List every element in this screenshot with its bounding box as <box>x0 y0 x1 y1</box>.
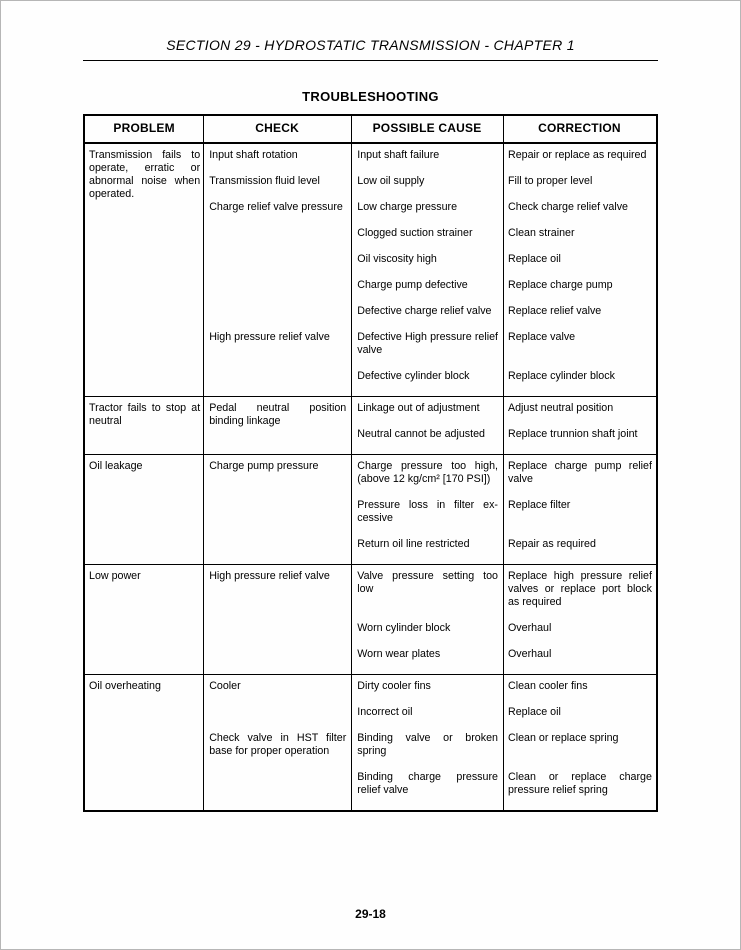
cause-text: Linkage out of adjustment <box>357 402 480 414</box>
row-detail <box>203 144 656 396</box>
check-group <box>203 680 656 732</box>
column-divider <box>351 144 352 396</box>
check-cell <box>203 201 351 331</box>
column-header-cause: POSSIBLE CAUSE <box>372 121 482 135</box>
cause-cell <box>351 402 503 428</box>
troubleshooting-table <box>83 114 658 812</box>
cause-text: Binding valve or broken spring <box>357 732 498 757</box>
correction-cell <box>503 732 656 771</box>
cause-cell <box>351 648 503 674</box>
column-divider <box>503 397 504 454</box>
column-divider <box>503 144 504 396</box>
check-text: High pressure relief valve <box>209 570 330 582</box>
cause-text: Return oil line restricted <box>357 538 470 550</box>
correction-cell <box>503 402 656 428</box>
correction-text: Replace relief valve <box>507 305 602 317</box>
row-detail <box>203 565 656 674</box>
header-rule <box>83 60 658 61</box>
cause-cell <box>351 570 503 622</box>
correction-text: Replace charge pump relief valve <box>507 460 652 485</box>
correction-cell <box>503 305 656 331</box>
correction-text: Repair or replace as required <box>507 149 647 161</box>
cause-cell <box>351 370 503 396</box>
table-row <box>85 144 656 397</box>
check-cell <box>203 732 351 810</box>
correction-text: Replace oil <box>507 706 561 718</box>
page-number: 29-18 <box>355 907 386 921</box>
correction-cell <box>503 622 656 648</box>
correction-cell <box>503 149 656 175</box>
column-divider <box>351 455 352 564</box>
cause-cell <box>351 175 503 201</box>
cause-cell <box>351 499 503 538</box>
correction-text: Replace oil <box>507 253 561 265</box>
correction-text: Clean or replace spring <box>507 732 619 744</box>
correction-cell <box>503 570 656 622</box>
correction-text: Replace filter <box>507 499 571 511</box>
table-header-row <box>85 116 656 144</box>
correction-cell <box>503 680 656 706</box>
cause-text: Worn wear plates <box>357 648 441 660</box>
check-text: Pedal neutral position binding linkage <box>209 402 347 427</box>
table-body <box>85 144 656 810</box>
cause-cell <box>351 279 503 305</box>
check-cell <box>203 680 351 732</box>
problem-cell <box>85 455 203 564</box>
cause-text: Valve pressure setting too low <box>357 570 498 595</box>
check-cell <box>203 331 351 396</box>
cause-cell <box>351 706 503 732</box>
correction-cell <box>503 201 656 227</box>
cause-text: Incorrect oil <box>357 706 413 718</box>
check-text: Input shaft rotation <box>209 149 298 161</box>
column-header-check: CHECK <box>255 121 299 135</box>
cause-cell <box>351 253 503 279</box>
correction-cell <box>503 428 656 454</box>
cause-text: Binding charge pressure relief valve <box>357 771 498 796</box>
correction-text: Fill to proper level <box>507 175 593 187</box>
column-divider <box>351 116 352 142</box>
correction-cell <box>503 279 656 305</box>
correction-text: Check charge relief valve <box>507 201 628 213</box>
check-group <box>203 570 656 674</box>
correction-text: Replace valve <box>507 331 576 343</box>
correction-cell <box>503 538 656 564</box>
check-cell <box>203 175 351 201</box>
column-divider <box>503 565 504 674</box>
problem-text: Low power <box>89 570 141 582</box>
check-cell <box>203 460 351 564</box>
correction-text: Clean cooler fins <box>507 680 588 692</box>
table-row <box>85 397 656 455</box>
cause-cell <box>351 622 503 648</box>
check-cell <box>203 402 351 454</box>
correction-cell <box>503 370 656 396</box>
correction-text: Adjust neutral position <box>507 402 614 414</box>
check-text: Cooler <box>209 680 241 692</box>
correction-text: Overhaul <box>507 622 552 634</box>
cause-text: Charge pressure too high, (above 12 kg/cm² [170 PSI]) <box>357 460 498 485</box>
check-group <box>203 460 656 564</box>
problem-cell <box>85 397 203 454</box>
cause-cell <box>351 227 503 253</box>
problem-cell <box>85 144 203 396</box>
problem-text: Tractor fails to stop at neutral <box>89 402 201 427</box>
correction-cell <box>503 227 656 253</box>
cause-text: Input shaft failure <box>357 149 440 161</box>
correction-text: Overhaul <box>507 648 552 660</box>
column-divider <box>351 397 352 454</box>
section-header: SECTION 29 - HYDROSTATIC TRANSMISSION - CHAPTER 1 <box>166 37 575 53</box>
cause-text: Clogged suction strainer <box>357 227 473 239</box>
table-row <box>85 565 656 675</box>
cause-text: Charge pump defective <box>357 279 468 291</box>
check-text: Charge pump pressure <box>209 460 319 472</box>
check-cell <box>203 570 351 674</box>
correction-cell <box>503 175 656 201</box>
cause-text: Defective High pressure relief valve <box>357 331 498 356</box>
correction-text: Clean or replace charge pressure relief spring <box>507 771 652 796</box>
column-divider <box>503 116 504 142</box>
check-group <box>203 175 656 201</box>
cause-cell <box>351 771 503 810</box>
column-divider <box>351 565 352 674</box>
column-divider <box>203 675 204 810</box>
problem-text: Oil overheating <box>89 680 161 692</box>
cause-cell <box>351 428 503 454</box>
correction-cell <box>503 771 656 810</box>
correction-cell <box>503 499 656 538</box>
cause-text: Oil viscosity high <box>357 253 437 265</box>
check-group <box>203 402 656 454</box>
correction-text: Replace cylinder block <box>507 370 615 382</box>
correction-text: Clean strainer <box>507 227 575 239</box>
check-group <box>203 149 656 175</box>
cause-text: Low oil supply <box>357 175 425 187</box>
column-divider <box>503 675 504 810</box>
correction-text: Replace high pressure relief valves or replace port block as required <box>507 570 652 608</box>
check-group <box>203 331 656 396</box>
column-header-problem: PROBLEM <box>113 121 175 135</box>
cause-text: Neutral cannot be adjusted <box>357 428 485 440</box>
correction-cell <box>503 331 656 370</box>
problem-text: Transmission fails to operate, erratic or abnormal noise when operated. <box>89 149 201 200</box>
cause-cell <box>351 201 503 227</box>
correction-text: Replace trunnion shaft joint <box>507 428 638 440</box>
check-text: High pressure relief valve <box>209 331 330 343</box>
cause-text: Pressure loss in filter excessive <box>357 499 498 524</box>
column-divider <box>203 116 204 142</box>
table-row <box>85 675 656 810</box>
cause-text: Low charge pressure <box>357 201 458 213</box>
correction-text: Replace charge pump <box>507 279 613 291</box>
problem-cell <box>85 565 203 674</box>
check-cell <box>203 149 351 175</box>
column-divider <box>503 455 504 564</box>
column-divider <box>203 397 204 454</box>
row-detail <box>203 397 656 454</box>
correction-cell <box>503 706 656 732</box>
cause-cell <box>351 305 503 331</box>
column-divider <box>351 675 352 810</box>
correction-text: Repair as required <box>507 538 596 550</box>
cause-text: Worn cylinder block <box>357 622 451 634</box>
correction-cell <box>503 460 656 499</box>
problem-text: Oil leakage <box>89 460 143 472</box>
check-text: Charge relief valve pressure <box>209 201 343 213</box>
check-text: Check valve in HST filter base for proper operation <box>209 732 347 757</box>
column-divider <box>203 455 204 564</box>
cause-cell <box>351 331 503 370</box>
cause-text: Defective charge relief valve <box>357 305 492 317</box>
column-divider <box>203 565 204 674</box>
check-group <box>203 732 656 810</box>
row-detail <box>203 675 656 810</box>
check-group <box>203 201 656 331</box>
problem-cell <box>85 675 203 810</box>
cause-text: Defective cylinder block <box>357 370 470 382</box>
row-detail <box>203 455 656 564</box>
correction-cell <box>503 253 656 279</box>
cause-text: Dirty cooler fins <box>357 680 431 692</box>
cause-cell <box>351 460 503 499</box>
page-title: TROUBLESHOOTING <box>302 89 439 104</box>
check-text: Transmission fluid level <box>209 175 320 187</box>
table-row <box>85 455 656 565</box>
cause-cell <box>351 732 503 771</box>
cause-cell <box>351 538 503 564</box>
column-header-correction: CORRECTION <box>538 121 621 135</box>
cause-cell <box>351 149 503 175</box>
column-divider <box>203 144 204 396</box>
correction-cell <box>503 648 656 674</box>
cause-cell <box>351 680 503 706</box>
